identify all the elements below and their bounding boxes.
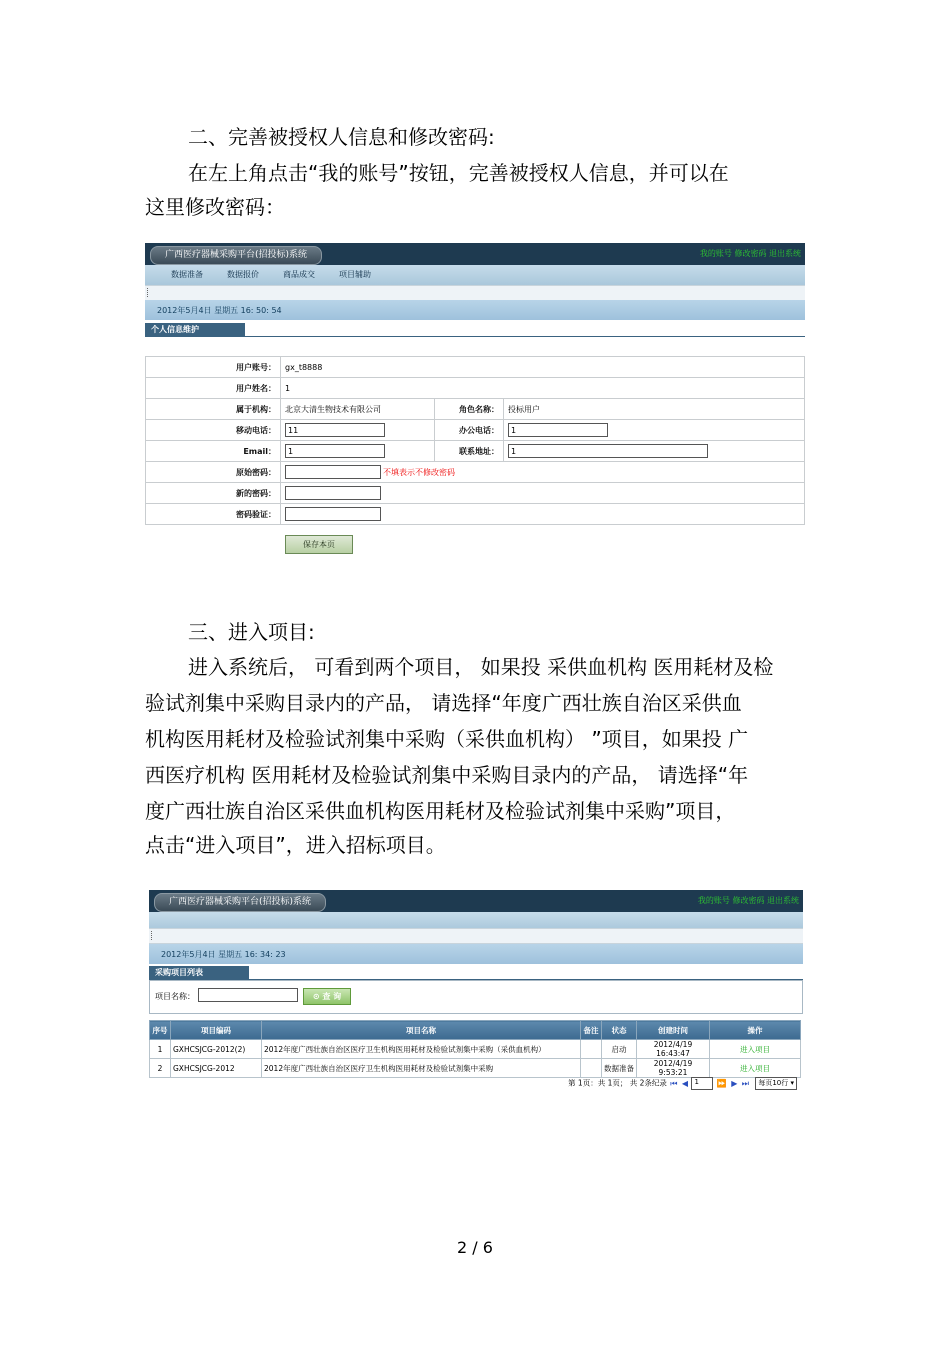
chevron-down-icon: ▾ [790,1079,794,1087]
section3-line1: 进入系统后， 可看到两个项目， 如果投 采供血机构 医用耗材及检 [188,655,774,679]
col-no: 序号 [150,1021,171,1040]
section2-line2: 这里修改密码： [145,195,285,219]
section3-line4: 西医疗机构 医用耗材及检验试剂集中采购目录内的产品， 请选择“年 [145,763,749,787]
page-number-input[interactable]: 1 [691,1077,713,1090]
section-divider [245,336,805,337]
toolbar-grip-icon [151,931,154,940]
go-page-icon[interactable]: ⏩ [716,1078,727,1088]
toolbar [145,285,805,301]
row-code: GXHCSJCG-2012 [171,1059,262,1078]
section3-line3: 机构医用耗材及检验试剂集中采购（采供血机构） ”项目，如果投 广 [145,727,749,751]
col-created: 创建时间 [637,1021,710,1040]
section2-heading: 二、完善被授权人信息和修改密码: [188,125,495,149]
enter-project-link[interactable]: 进入项目 [710,1059,801,1078]
page-size-value: 每页10行 [758,1079,789,1087]
address-input[interactable] [508,444,708,458]
row-name: 2012年度广西壮族自治区医疗卫生机构医用耗材及检验试剂集中采购（采供血机构） [262,1040,581,1059]
section2-line1: 在左上角点击“我的账号”按钮，完善被授权人信息，并可以在 [188,161,729,185]
value-role: 投标用户 [504,399,805,420]
current-datetime: 2012年5月4日 星期五 16: 50: 54 [157,306,282,315]
system-logo: 广西医疗器械采购平台(招投标)系统 [150,246,322,265]
office-phone-input[interactable] [508,423,608,437]
search-icon: ⊙ [312,992,323,1001]
system-logo: 广西医疗器械采购平台(招投标)系统 [154,893,326,912]
section3-heading: 三、进入项目: [188,620,315,644]
enter-project-link[interactable]: 进入项目 [710,1040,801,1059]
mobile-input[interactable] [285,423,385,437]
row-note [581,1059,602,1078]
current-datetime: 2012年5月4日 星期五 16: 34: 23 [161,950,286,959]
menu-item-quote[interactable]: 数据报价 [227,270,259,279]
date-bar [149,944,803,964]
header-bar [145,243,805,265]
next-page-icon[interactable]: ▶ [731,1078,738,1088]
main-menu [145,265,805,285]
menu-item-assist[interactable]: 项目辅助 [339,270,371,279]
search-panel [149,980,803,1014]
menu-item-data-prep[interactable]: 数据准备 [171,270,203,279]
row-note [581,1040,602,1059]
row-no: 2 [150,1059,171,1078]
col-name: 项目名称 [262,1021,581,1040]
toolbar [149,928,803,944]
label-email: Email： [146,441,281,462]
project-table [149,1020,801,1078]
label-confirm-password: 密码验证： [146,504,281,525]
header-bar [149,890,803,912]
pager-summary: 第 1页：共 1页； 共 2条纪录 [568,1078,667,1088]
last-page-icon[interactable]: ⏭ [741,1078,749,1088]
label-account: 用户账号： [146,357,281,378]
account-info-screenshot [145,243,805,555]
label-role: 角色名称： [435,399,504,420]
row-created: 2012/4/19 9:53:21 [637,1059,710,1078]
label-name: 用户姓名： [146,378,281,399]
section3-line5: 度广西壮族自治区采供血机构医用耗材及检验试剂集中采购”项目， [145,799,736,823]
row-status: 启动 [602,1040,637,1059]
row-no: 1 [150,1040,171,1059]
project-list-screenshot [149,890,803,1096]
label-office: 办公电话： [435,420,504,441]
personal-info-form [145,338,805,525]
confirm-password-input[interactable] [285,507,381,521]
col-status: 状态 [602,1021,637,1040]
value-org: 北京大清生物技术有限公司 [281,399,435,420]
menu-item-deal[interactable]: 商品成交 [283,270,315,279]
col-note: 备注 [581,1021,602,1040]
value-name: 1 [281,378,805,399]
value-account: gx_t8888 [281,357,805,378]
project-name-label: 项目名称： [155,992,195,1001]
section3-line2: 验试剂集中采购目录内的产品， 请选择“年度广西壮族自治区采供血 [145,691,742,715]
search-button[interactable] [303,988,351,1005]
label-old-password: 原始密码： [146,462,281,483]
page-size-select[interactable] [755,1077,797,1090]
section3-line6: 点击“进入项目”，进入招标项目。 [145,833,446,857]
save-page-button[interactable]: 保存本页 [285,535,353,554]
toolbar-grip-icon [147,288,150,297]
section-tab-personal-info[interactable]: 个人信息维护 [145,323,245,337]
search-button-label: 查 询 [322,992,342,1001]
col-action: 操作 [710,1021,801,1040]
row-name: 2012年度广西壮族自治区医疗卫生机构医用耗材及检验试剂集中采购 [262,1059,581,1078]
table-row [150,1040,801,1059]
date-bar [145,300,805,320]
header-links[interactable]: 我的账号 修改密码 退出系统 [699,249,801,258]
email-input[interactable] [285,444,385,458]
row-status: 数据准备 [602,1059,637,1078]
pager [568,1077,797,1090]
header-links[interactable]: 我的账号 修改密码 退出系统 [697,896,799,905]
label-new-password: 新的密码： [146,483,281,504]
label-address: 联系地址： [435,441,504,462]
password-hint: 不填表示不修改密码 [383,467,455,477]
label-org: 属于机构： [146,399,281,420]
page-number: 2 / 6 [457,1238,493,1257]
section-tab-project-list[interactable]: 采购项目列表 [149,966,249,980]
new-password-input[interactable] [285,486,381,500]
col-code: 项目编码 [171,1021,262,1040]
prev-page-icon[interactable]: ◀ [681,1078,689,1088]
project-name-input[interactable] [198,988,298,1002]
first-page-icon[interactable]: ⏮ [670,1078,678,1088]
old-password-input[interactable] [285,465,381,479]
row-created: 2012/4/19 16:43:47 [637,1040,710,1059]
label-mobile: 移动电话： [146,420,281,441]
table-row [150,1059,801,1078]
row-code: GXHCSJCG-2012(2) [171,1040,262,1059]
